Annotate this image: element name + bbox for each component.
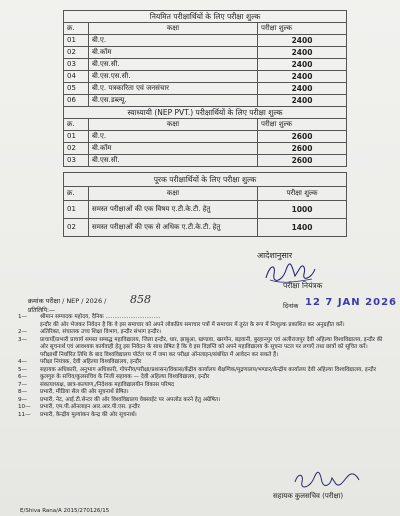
- item-number: [18, 322, 40, 330]
- by-order-text: आदेशानुसार: [257, 251, 293, 260]
- row-fee: 2400: [258, 83, 347, 95]
- list-item: [18, 389, 383, 397]
- column-header-no: क्र.: [64, 23, 89, 35]
- row-number: 03: [64, 155, 89, 167]
- table-row: [64, 71, 347, 83]
- table-row: [64, 59, 347, 71]
- item-text: प्रभारी, एम.पी.ऑनलाइन आर.आर.पी.एस. इन्दौर: [40, 404, 140, 410]
- list-item: [18, 382, 383, 390]
- item-text: श्रीमान सम्पादक महोदय, दैनिक ...............................: [40, 314, 161, 320]
- item-text: प्रभारी, नेट, आई.टी.सेन्टर की ओर विश्वविद्यालय वेबसाईट पर अपलोड करने हेतु अग्रेषित।: [40, 396, 221, 403]
- item-text: प्रभारी, केन्द्रीय मूल्यांकन केन्द्र की ओर सूचनार्थ।: [40, 411, 137, 418]
- row-number: 02: [64, 143, 89, 155]
- column-header-no: क्र.: [64, 187, 89, 201]
- row-fee: 2600: [258, 155, 347, 167]
- row-number: 01: [64, 131, 89, 143]
- table-row: [64, 143, 347, 155]
- list-item: [18, 367, 383, 375]
- table-row: [64, 83, 347, 95]
- list-item: [18, 374, 383, 382]
- copy-label: प्रतिलिपि:—: [28, 307, 55, 314]
- item-number: 5—: [18, 366, 28, 373]
- item-number: 9—: [18, 396, 28, 403]
- table-row: [64, 95, 347, 107]
- table-title: पूरक परीक्षार्थियों के लिए परीक्षा शुल्क: [64, 173, 347, 187]
- row-class: बी.एस.एस.सी.: [89, 71, 258, 83]
- row-fee: 2400: [258, 35, 347, 47]
- row-number: 01: [64, 35, 89, 47]
- item-text: कुलगुरु के सचिव/कुलसचिव के निजी सहायक — देवी अहिल्या विश्वविद्यालय, इन्दौर: [40, 374, 210, 380]
- reference-label: क्रमांक परीक्षा / NEP / 2026 /: [28, 297, 107, 305]
- list-item: [18, 359, 383, 367]
- column-header-fee: परीक्षा शुल्क: [258, 119, 347, 131]
- row-class: बी.एस.सी.: [89, 155, 258, 167]
- row-fee: 2400: [258, 71, 347, 83]
- registrar-title: परीक्षा नियंत्रक: [283, 281, 323, 290]
- row-fee: 1000: [258, 201, 347, 219]
- item-text: प्राचार्यों/प्रभारी प्राचार्य समस्त सम्बद्ध महाविद्यालय, जिला इन्दौर, धार, झाबुआ, खण्डवा, खरगोन, बड़वानी, बुरहानपुर एवं अलीराजपुर देवी अहिल्या विश्वविद्यालय, इन्दौर की ओर सूचनार्थ एवं आवश्यक कार्यवाही हेतु इस निवेदन के साथ प्रेषित है कि वे इस विज्ञप्ति को अपने महाविद्यालय के सूचना पटल पर लगाएँ तथा छात्रों को सूचित करें। परीक्षार्थी निर्धारित तिथि के बाद विश्वविद्यालय पोर्टल पर में जमा कर परीक्षा ऑनलाइन/संबंधित में आवेदन कर सकते हैं।: [40, 336, 383, 358]
- assistant-registrar-title: सहायक कुलसचिव (परीक्षा): [273, 492, 344, 500]
- row-number: 05: [64, 83, 89, 95]
- row-fee: 2400: [258, 47, 347, 59]
- row-class: बी.ए.: [89, 35, 258, 47]
- reference-number: 858: [130, 293, 151, 306]
- item-number: 6—: [18, 374, 28, 380]
- row-class: समस्त परीक्षाओं की एक से अधिक ए.टी.के.टी. हेतु: [89, 219, 258, 237]
- item-text: परीक्षा नियंत्रक, देवी अहिल्या विश्वविद्यालय, इन्दौर: [40, 359, 142, 365]
- item-number: 4—: [18, 359, 28, 365]
- regular-fee-table: [63, 10, 347, 107]
- column-header-fee: परीक्षा शुल्क: [258, 187, 347, 201]
- item-text: प्रभारी, मीडिया सेल की ओर सूचनार्थ प्रेषित।: [40, 389, 129, 395]
- item-number: 8—: [18, 389, 28, 395]
- row-class: समस्त परीक्षाओं की एक विषय ए.टी.के.टी. हेतु: [89, 201, 258, 219]
- list-item: [18, 337, 383, 360]
- item-number: 2—: [18, 329, 28, 335]
- row-fee: 2400: [258, 95, 347, 107]
- row-class: बी.एस.डब्ल्यू.: [89, 95, 258, 107]
- item-number: 11—: [18, 411, 31, 418]
- column-header-class: कक्षा: [89, 119, 258, 131]
- table-row: [64, 47, 347, 59]
- row-number: 01: [64, 201, 89, 219]
- distribution-list: [18, 314, 383, 419]
- row-number: 03: [64, 59, 89, 71]
- item-text: संकायाध्यक्ष, छात्र-कल्याण,/निदेशक महाविद्यालयीन विकास परिषद: [40, 381, 174, 388]
- column-header-no: क्र.: [64, 119, 89, 131]
- row-class: बी.ए. पत्रकारिता एवं जनसंचार: [89, 83, 258, 95]
- private-fee-table: [63, 106, 347, 167]
- list-item: [18, 404, 383, 412]
- item-number: 10—: [18, 404, 31, 410]
- column-header-class: कक्षा: [89, 23, 258, 35]
- footer-reference: E/Shiva Rana/A 2015/270126/15: [20, 508, 110, 514]
- table-row: [64, 155, 347, 167]
- table-title: नियमित परीक्षार्थियों के लिए परीक्षा शुल्क: [64, 11, 347, 23]
- list-item: [18, 412, 383, 420]
- row-class: बी.कॉम: [89, 47, 258, 59]
- column-header-fee: परीक्षा शुल्क: [258, 23, 347, 35]
- list-item: [18, 329, 383, 337]
- item-text: अतिरिक्त, संचालक उच्च शिक्षा विभाग, इन्दौर संभाग इन्दौर।: [40, 329, 162, 335]
- row-class: बी.एस.सी.: [89, 59, 258, 71]
- row-fee: 2400: [258, 59, 347, 71]
- list-item: [18, 322, 383, 330]
- row-number: 04: [64, 71, 89, 83]
- list-item: [18, 314, 383, 322]
- column-header-class: कक्षा: [89, 187, 258, 201]
- date-label: दिनांक: [283, 302, 299, 310]
- item-number: 1—: [18, 314, 28, 320]
- row-number: 06: [64, 95, 89, 107]
- row-fee: 2600: [258, 143, 347, 155]
- item-number: 7—: [18, 381, 28, 388]
- item-text: सहायक अधिकारी, अनुभाग अधिकारी, गोपनीय/परीक्षा/प्रशासन/विकास/केंद्रीय कार्यालय शैक्षणिक/मुद्रणालय/भण्डार/केन्द्रीय कार्यालय देवी अहिल्या विश्वविद्यालय, इन्दौर: [40, 366, 377, 373]
- table-row: [64, 35, 347, 47]
- table-row: [64, 131, 347, 143]
- row-class: बी.कॉम: [89, 143, 258, 155]
- table-row: [64, 219, 347, 237]
- row-number: 02: [64, 219, 89, 237]
- assistant-registrar-signature: [292, 468, 362, 490]
- row-number: 02: [64, 47, 89, 59]
- table-row: [64, 201, 347, 219]
- list-item: [18, 397, 383, 405]
- row-fee: 2600: [258, 131, 347, 143]
- item-number: 3—: [18, 336, 28, 343]
- item-text: इन्दौर की ओर भेजकर निवेदन है कि वे इस समाचार को अपने लोकप्रिय समाचार पत्रों में समाचार में तुरंत के रूप में निःशुल्क प्रकाशित कर अनुग्रहीत करें।: [40, 321, 345, 328]
- date-stamp: 12 7 JAN 2026: [305, 297, 397, 308]
- row-class: बी.ए.: [89, 131, 258, 143]
- supplementary-fee-table: [63, 172, 347, 237]
- table-title: स्वाध्यायी (NEP PVT.) परीक्षार्थियों के लिए परीक्षा शुल्क: [64, 107, 347, 119]
- row-fee: 1400: [258, 219, 347, 237]
